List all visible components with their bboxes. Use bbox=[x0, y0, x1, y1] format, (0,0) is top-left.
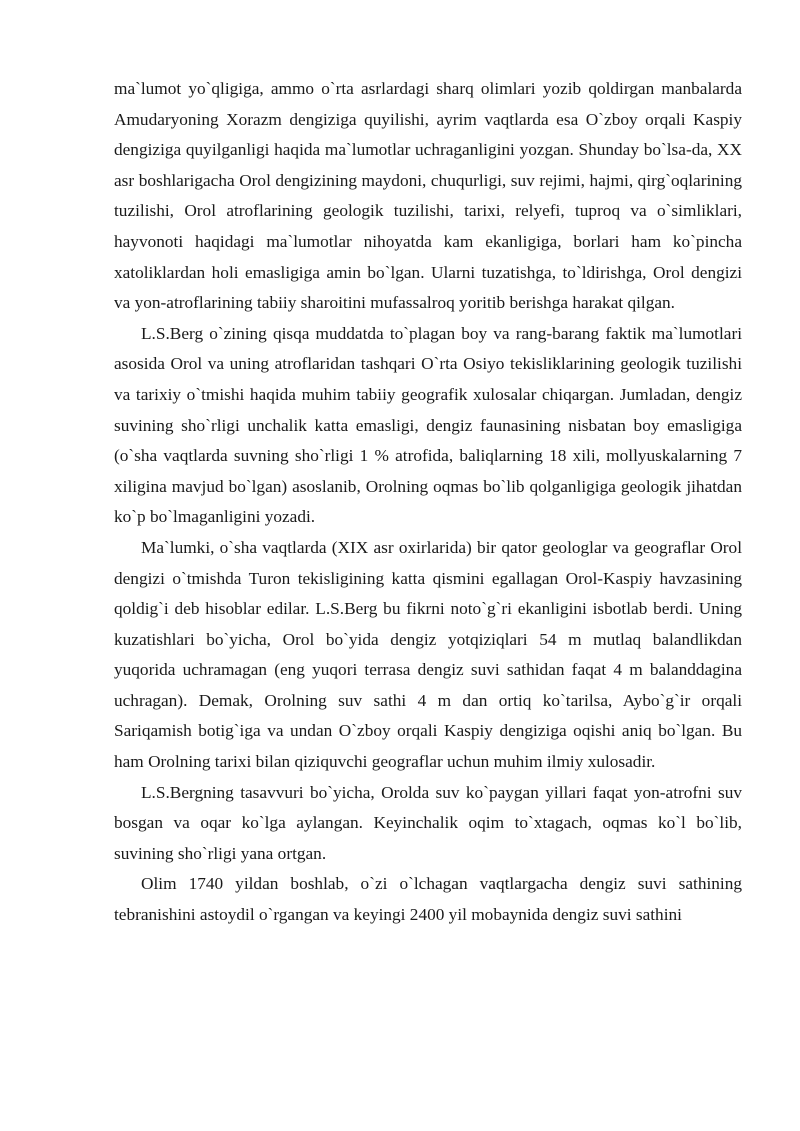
paragraph-4: L.S.Bergning tasavvuri bo`yicha, Orolda suv ko`paygan yillari faqat yon-atrofni suv bosgan va oqar ko`lga aylangan. Keyinchalik oqim to`xtagach, oqmas ko`l bo`lib, suvining sho`rligi yana ortgan. bbox=[114, 782, 742, 863]
body-text bbox=[114, 74, 742, 931]
paragraph-1: ma`lumot yo`qligiga, ammo o`rta asrlardagi sharq olimlari yozib qoldirgan manbalarda Amudaryoning Xorazm dengiziga quyilishi, ayrim vaqtlarda esa O`zboy orqali Kaspiy dengiziga quyilganligi haqida ma`lumotlar uchraganligini yozgan. Shunday bo`lsa-da, XX asr boshlarigacha Orol dengizining maydoni, chuqurligi, suv rejimi, hajmi, qirg`oqlarining tuzilishi, Orol atroflarining geologik tuzilishi, tarixi, relyefi, tuproq va o`simliklari, hayvonoti haqidagi ma`lumotlar nihoyatda kam ekanligiga, borlari ham ko`pincha xatoliklardan holi emasligiga amin bo`lgan. Ularni tuzatishga, to`ldirishga, Orol dengizi va yon-atroflarining tabiiy sharoitini mufassalroq yoritib berishga harakat qilgan. bbox=[114, 79, 742, 313]
paragraph-5: Olim 1740 yildan boshlab, o`zi o`lchagan vaqtlargacha dengiz suvi sathining tebranishini astoydil o`rgangan va keyingi 2400 yil mobaynida dengiz suvi sathini bbox=[114, 874, 742, 925]
paragraph-2: L.S.Berg o`zining qisqa muddatda to`plagan boy va rang-barang faktik ma`lumotlari asosida Orol va uning atroflaridan tashqari O`rta Osiyo tekisliklarining geologik tuzilishi va tarixiy o`tmishi haqida muhim tabiiy geografik xulosalar chiqargan. Jumladan, dengiz suvining sho`rligi unchalik katta emasligi, dengiz faunasining nisbatan boy emasligiga (o`sha vaqtlarda suvning sho`rligi 1 % atrofida, baliqlarning 18 xili, mollyuskalarning 7 xiligina mavjud bo`lgan) asoslanib, Orolning oqmas bo`lib qolganligiga geologik jihatdan ko`p bo`lmaganligini yozadi. bbox=[114, 323, 742, 527]
paragraph-3: Ma`lumki, o`sha vaqtlarda (XIX asr oxirlarida) bir qator geologlar va geograflar Orol dengizi o`tmishda Turon tekisligining katta qismini egallagan Orol-Kaspiy havzasining qoldig`i deb hisoblar edilar. L.S.Berg bu fikrni noto`g`ri ekanligini isbotlab berdi. Uning kuzatishlari bo`yicha, Orol bo`yida dengiz yotqiziqlari 54 m mutlaq balandlikdan yuqorida uchramagan (eng yuqori terrasa dengiz suvi sathidan faqat 4 m balanddagina uchragan). Demak, Orolning suv sathi 4 m dan ortiq ko`tarilsa, Aybo`g`ir orqali Sariqamish botig`iga va undan O`zboy orqali Kaspiy dengiziga oqishi aniq bo`lgan. Bu ham Orolning tarixi bilan qiziquvchi geograflar uchun muhim ilmiy xulosadir. bbox=[114, 537, 742, 772]
